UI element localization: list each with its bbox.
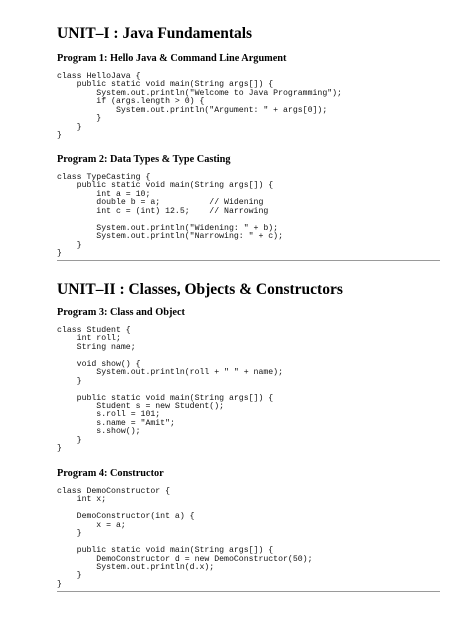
code-line: public static void main(String args[]) { — [57, 393, 274, 403]
code-line: Student s = new Student(); — [57, 401, 225, 411]
unit-1-title: UNIT–I : Java Fundamentals — [57, 25, 253, 42]
code-line: if (args.length > 0) { — [57, 97, 205, 107]
code-line: s.roll = 101; — [57, 410, 161, 420]
code-line: DemoConstructor d = new DemoConstructor(50); — [57, 554, 313, 564]
code-line: class Student { — [57, 326, 131, 335]
unit-2-title: UNIT–II : Classes, Objects & Constructors — [57, 281, 343, 298]
code-line: } — [57, 376, 82, 386]
code-line: } — [57, 240, 82, 250]
program-3-title: Program 3: Class and Object — [57, 307, 185, 318]
code-line: public static void main(String args[]) { — [57, 546, 274, 556]
code-line: double b = a; // Widening — [57, 198, 264, 208]
code-line: } — [57, 122, 82, 132]
code-line: System.out.println("Argument: " + args[0]); — [57, 105, 328, 115]
code-line: String name; — [57, 342, 136, 352]
code-line: int a = 10; — [57, 189, 151, 199]
code-line: } — [57, 248, 62, 258]
program-2-title: Program 2: Data Types & Type Casting — [57, 154, 231, 165]
program-4-title: Program 4: Constructor — [57, 468, 164, 479]
code-line: DemoConstructor(int a) { — [57, 512, 195, 522]
code-line: class HelloJava { — [57, 72, 141, 81]
code-line: } — [57, 529, 82, 539]
code-line: } — [57, 579, 62, 589]
program-2-code — [57, 174, 283, 258]
code-line: int c = (int) 12.5; // Narrowing — [57, 206, 269, 216]
program-4-code — [57, 488, 313, 589]
code-line: public static void main(String args[]) { — [57, 80, 274, 90]
code-line: System.out.println("Welcome to Java Programming"); — [57, 88, 342, 98]
program-3-code — [57, 327, 283, 454]
code-line: class DemoConstructor { — [57, 487, 171, 496]
code-line: System.out.println(d.x); — [57, 562, 215, 572]
code-line: s.show(); — [57, 427, 141, 437]
program-1-title: Program 1: Hello Java & Command Line Argument — [57, 53, 287, 64]
section-divider — [57, 591, 440, 592]
code-line: } — [57, 435, 82, 445]
code-line: } — [57, 444, 62, 454]
code-line: s.name = "Amit"; — [57, 418, 175, 428]
program-1-code — [57, 73, 342, 141]
code-line: int x; — [57, 495, 107, 505]
code-line: public static void main(String args[]) { — [57, 181, 274, 191]
code-line: x = a; — [57, 520, 126, 530]
code-line: } — [57, 131, 62, 141]
code-line: } — [57, 114, 102, 124]
section-divider — [57, 260, 440, 261]
code-line: System.out.println(roll + " " + name); — [57, 368, 284, 378]
code-line: void show() { — [57, 359, 141, 369]
code-line: class TypeCasting { — [57, 173, 151, 182]
code-line: System.out.println("Narrowing: " + c); — [57, 232, 284, 242]
code-line: } — [57, 571, 82, 581]
code-line: int roll; — [57, 334, 121, 344]
code-line: System.out.println("Widening: " + b); — [57, 223, 279, 233]
